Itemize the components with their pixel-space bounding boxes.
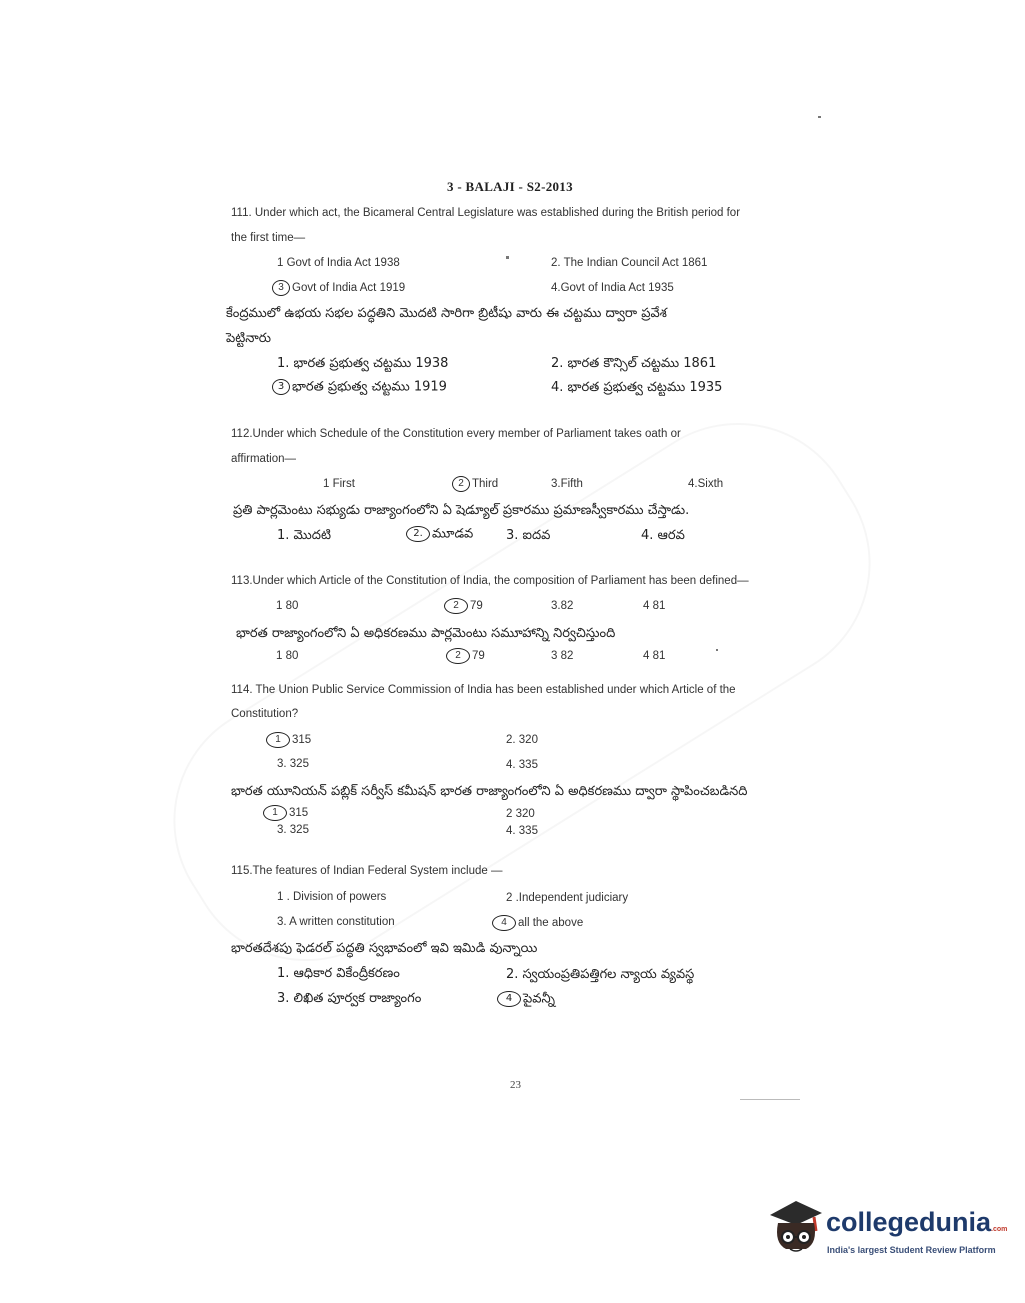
scan-speck xyxy=(716,649,718,651)
question-text-en: 111. Under which act, the Bicameral Central Legislature was established during the British period for xyxy=(231,207,741,219)
option-1: 1 . Division of powers xyxy=(277,891,387,903)
question-text-te: భారతదేశపు ఫెడరల్ పద్ధతి స్వభావంలో ఇవి ఇమిడి వున్నాయి xyxy=(231,941,538,956)
option-label: 79 xyxy=(472,650,485,663)
option-label: Third xyxy=(472,478,499,491)
question-text-en-cont: Constitution? xyxy=(231,708,299,720)
scan-speck xyxy=(506,256,509,259)
question-text-en-cont: affirmation— xyxy=(231,453,296,465)
answer-circle: 3 xyxy=(272,280,290,296)
option-4: 4. 335 xyxy=(506,759,538,771)
question-text-te: భారత రాజ్యాంగంలోని ఏ అధికరణము పార్లమెంటు సమూహాన్ని నిర్వచిస్తుంది xyxy=(236,626,616,641)
option-4: 4 81 xyxy=(643,600,666,612)
question-text-te: భారత యూనియన్ పబ్లిక్ సర్వీస్ కమీషన్ భారత రాజ్యాంగంలోని ఏ అధికరణము ద్వారా స్థాపించబడినది xyxy=(231,784,748,799)
option-1: 1 80 xyxy=(276,600,299,612)
option-3: 3.82 xyxy=(551,600,574,612)
option-label: మూడవ xyxy=(432,526,474,542)
option-2-selected xyxy=(452,476,498,492)
option-3-te: 3. లిఖిత పూర్వక రాజ్యాంగం xyxy=(277,991,422,1006)
option-2-te: 2. స్వయంప్రతిపత్తిగల న్యాయ వ్యవస్థ xyxy=(506,967,695,982)
option-1: 1 First xyxy=(323,478,355,490)
answer-circle: 4 xyxy=(497,991,521,1007)
option-1-te: 1 80 xyxy=(276,650,299,662)
option-3-te: 3. ఐదవ xyxy=(506,528,551,543)
option-label: Govt of India Act 1919 xyxy=(292,282,406,295)
answer-circle: 4 xyxy=(492,915,516,931)
question-text-en: 112.Under which Schedule of the Constitution every member of Parliament takes oath or xyxy=(231,428,681,440)
option-2-te: 2 320 xyxy=(506,808,535,820)
option-label: 79 xyxy=(470,600,483,613)
option-label: 315 xyxy=(292,734,312,747)
question-text-en: 115.The features of Indian Federal System include — xyxy=(231,865,503,877)
option-2: 2 .Independent judiciary xyxy=(506,892,629,904)
option-3-te: 3 82 xyxy=(551,650,574,662)
answer-circle: 2 xyxy=(444,598,468,614)
question-text-te: కేంద్రములో ఉభయ సభల పద్ధతిని మొదటి సారిగా బ్రిటీషు వారు ఈ చట్టము ద్వారా ప్రవేశ xyxy=(226,306,667,321)
option-1-te: 1. భారత ప్రభుత్వ చట్టము 1938 xyxy=(277,356,449,371)
question-text-te-cont: పెట్టినారు xyxy=(226,331,271,346)
option-4: 4.Govt of India Act 1935 xyxy=(551,282,674,294)
question-text-te: ప్రతి పార్లమెంటు సభ్యుడు రాజ్యాంగంలోని ఏ షెడ్యూల్ ప్రకారము ప్రమాణస్వీకారము చేస్తాడు. xyxy=(233,503,690,518)
option-2: 2. The Indian Council Act 1861 xyxy=(551,257,708,269)
answer-circle: 1 xyxy=(263,805,287,821)
option-3: 3. A written constitution xyxy=(277,916,395,928)
option-4-te: 4. 335 xyxy=(506,825,538,837)
logo-suffix: .com xyxy=(991,1226,1008,1233)
option-label: all the above xyxy=(518,917,584,930)
option-2-te-selected xyxy=(446,648,485,664)
option-2: 2. 320 xyxy=(506,734,538,746)
option-3-te: 3. 325 xyxy=(277,824,309,836)
option-label: 315 xyxy=(289,807,309,820)
answer-circle: 2 xyxy=(452,476,470,492)
option-3: 3. 325 xyxy=(277,758,309,770)
question-text-en: 113.Under which Article of the Constitution of India, the composition of Parliament has been defined— xyxy=(231,575,749,587)
option-2-te: 2. భారత కౌన్సిల్ చట్టము 1861 xyxy=(551,356,717,371)
page-number: 23 xyxy=(510,1079,521,1091)
option-4-te: 4. భారత ప్రభుత్వ చట్టము 1935 xyxy=(551,380,723,395)
logo-tagline: India's largest Student Review Platform xyxy=(827,1245,996,1255)
option-2-te-selected xyxy=(406,526,473,545)
option-4-te: 4. ఆరవ xyxy=(641,528,685,543)
option-3: 3.Fifth xyxy=(551,478,583,490)
mascot-icon xyxy=(766,1193,826,1263)
scan-speck xyxy=(740,1099,800,1100)
option-label: భారత ప్రభుత్వ చట్టము 1919 xyxy=(292,379,447,395)
option-2-selected xyxy=(444,598,483,614)
answer-circle: 2 xyxy=(446,648,470,664)
scan-speck xyxy=(818,116,821,118)
option-1-te: 1. ఆధికార వికేంద్రీకరణం xyxy=(277,966,400,981)
option-4-te-selected xyxy=(497,991,555,1010)
option-1-selected xyxy=(266,732,311,748)
option-3-selected xyxy=(272,280,405,296)
collegedunia-logo[interactable] xyxy=(766,1193,1008,1263)
option-label: పైవన్నీ xyxy=(523,991,556,1007)
option-1-te: 1. మొదటి xyxy=(277,528,332,543)
question-text-en: 114. The Union Public Service Commission of India has been established under which Article of the xyxy=(231,684,736,696)
answer-circle: 3 xyxy=(272,379,290,395)
option-1-te-selected xyxy=(263,805,308,821)
option-3-te-selected xyxy=(272,379,447,398)
option-4: 4.Sixth xyxy=(688,478,724,490)
exam-header: 3 - BALAJI - S2-2013 xyxy=(447,179,573,194)
answer-circle: 2. xyxy=(406,526,430,542)
option-1: 1 Govt of India Act 1938 xyxy=(277,257,400,269)
answer-circle: 1 xyxy=(266,732,290,748)
option-4-te: 4 81 xyxy=(643,650,666,662)
logo-wordmark: collegedunia xyxy=(826,1207,992,1237)
question-text-en-cont: the first time— xyxy=(231,232,306,244)
option-4-selected xyxy=(492,915,583,931)
